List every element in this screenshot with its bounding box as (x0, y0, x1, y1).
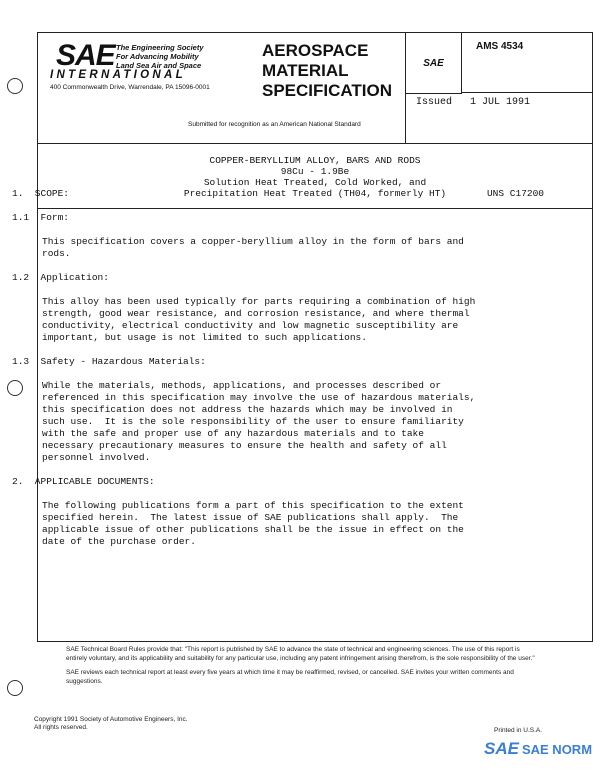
punch-hole-bottom (7, 680, 23, 696)
header-left (38, 33, 406, 144)
international-label: INTERNATIONAL (50, 69, 186, 81)
tagline: The Engineering Society For Advancing Mobility Land Sea Air and Space (116, 43, 204, 70)
footer-rules: SAE Technical Board Rules provide that: "This report is published by SAE to advance the state of technical and engineering sciences. The use of this report is entirely voluntary, and its applicability and suitability for any particular use, including any patent infringement arising therefrom, is the sole responsibility of the user." (66, 646, 535, 662)
ams-number: AMS 4534 (462, 33, 592, 93)
body-text (12, 188, 532, 548)
sae-logo: SAE (56, 39, 115, 72)
section-heading: 2. APPLICABLE DOCUMENTS: (12, 476, 155, 487)
section-heading: 1. SCOPE: (12, 188, 70, 199)
submitted-note: Submitted for recognition as an American National Standard (188, 121, 361, 128)
section-heading: 1.1 Form: (12, 212, 70, 223)
paragraph: While the materials, methods, applications, and processes described or referenced in this specification may involve the use of hazardous materials, this specification does not address the hazards which may be involved in such use. It is the sole responsibility of the user to ensure familiarity with the safe and proper use of any hazardous materials and to take necessary precautionary measures to ensure the health and safety of all personnel involved. (42, 380, 476, 463)
header-right (406, 33, 592, 144)
document-type: AEROSPACE MATERIAL SPECIFICATION (262, 41, 393, 100)
paragraph: This alloy has been used typically for parts requiring a combination of high strength, good wear resistance, and corrosion resistance, and where thermal conductivity, electrical conductivity and low magnetic susceptibility are important, but usage is not limited to such applications. (42, 296, 476, 343)
punch-hole-top (7, 78, 23, 94)
title-lines: COPPER-BERYLLIUM ALLOY, BARS AND RODS 98Cu - 1.9Be Solution Heat Treated, Cold Worked, and Precipitation Heat Treated (TH04, formerly HT) (183, 155, 447, 199)
footer-review: SAE reviews each technical report at least every five years at which time it may be reaffirmed, revised, or cancelled. SAE invites your written comments and suggestions. (66, 669, 514, 685)
printed-label: Printed in U.S.A. (494, 727, 543, 734)
paragraph: This specification covers a copper-beryllium alloy in the form of bars and rods. (42, 236, 464, 259)
uns-number: UNS C17200 (486, 188, 544, 199)
sae-small-logo: SAE (406, 33, 462, 94)
address: 400 Commonwealth Drive, Warrendale, PA 15096-0001 (50, 84, 210, 91)
issued-date: Issued 1 JUL 1991 (416, 97, 531, 108)
paragraph: The following publications form a part of this specification to the extent specified herein. The latest issue of SAE publications shall apply. The applicable issue of other publications shall be the issue in effect on the date of the purchase order. (42, 500, 464, 547)
watermark: SAE SAE NORM (484, 739, 593, 758)
copyright: Copyright 1991 Society of Automotive Engineers, Inc. All rights reserved. (34, 716, 188, 731)
footer-notes (66, 646, 536, 692)
section-heading: 1.2 Application: (12, 272, 109, 283)
section-heading: 1.3 Safety - Hazardous Materials: (12, 356, 206, 367)
